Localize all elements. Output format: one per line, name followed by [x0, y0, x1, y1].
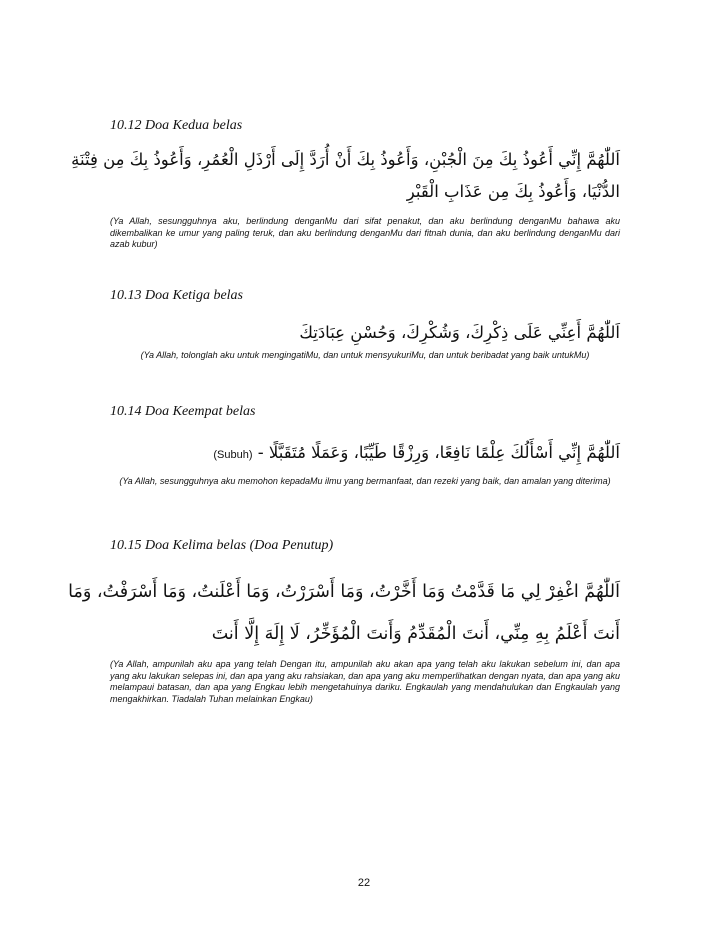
section-heading-10-15: 10.15 Doa Kelima belas (Doa Penutup)	[110, 538, 334, 553]
section-heading-10-13: 10.13 Doa Ketiga belas	[110, 288, 243, 303]
section-heading-10-14: 10.14 Doa Keempat belas	[110, 404, 256, 419]
arabic-line: اَللّٰهُمَّ إِنِّي أَعُوذُ بِكَ مِنَ الْجُبْنِ، وَأَعُوذُ بِكَ أَنْ أُرَدَّ إِلَى أَرْذَلِ الْعُمُرِ، وَأَعُوذُ بِكَ مِن فِتْنَةِ	[71, 150, 620, 169]
translation-text: (Ya Allah, sesungguhnya aku memohon kepadaMu ilmu yang bermanfaat, dan rezeki yang baik, dan amalan yang diterima)	[119, 476, 611, 486]
subuh-note: (Subuh)	[213, 449, 253, 461]
translation-text: (Ya Allah, sesungguhnya aku, berlindung denganMu dari sifat penakut, dan aku berlindung denganMu bahawa aku dikembalikan ke umur yang paling teruk, dan aku berlindung denganMu dari fitnah dunia, dan aku berlindung denganMu dari azab kubur)	[110, 216, 620, 249]
arabic-line: اَللّٰهُمَّ أَعِنِّي عَلَى ذِكْرِكَ، وَشُكْرِكَ، وَحُسْنِ عِبَادَتِكَ	[299, 323, 620, 342]
section-heading-10-12: 10.12 Doa Kedua belas	[110, 118, 243, 133]
translation-text: (Ya Allah, tolonglah aku untuk mengingatiMu, dan untuk mensyukuriMu, dan untuk beribadat yang baik untukMu)	[140, 350, 590, 360]
translation-text: (Ya Allah, ampunilah aku apa yang telah Dengan itu, ampunilah aku akan apa yang telah aku lakukan sebelum ini, dan apa yang aku lakukan selepas ini, dan apa yang aku rahsiakan, dan apa yang aku memperlihatkan dengan nyata, dan apa yang aku melampaui batasan, dan apa yang Engkau lebih mengetahuinya dariku. Engkaulah yang mendahulukan dan Engkaulah yang mengakhirkan. Tiadalah Tuhan melainkan Engkau)	[110, 659, 620, 704]
arabic-line: أَنتَ أَعْلَمُ بِهِ مِنِّي، أَنتَ الْمُقَدِّمُ وَأَنتَ الْمُؤَخِّرُ، لَا إِلَهَ إِلَّا أَنتَ	[211, 624, 620, 644]
arabic-line: الدُّنْيَا، وَأَعُوذُ بِكَ مِن عَذَابِ الْقَبْرِ	[406, 182, 620, 201]
arabic-line	[213, 443, 620, 465]
arabic-text: اَللّٰهُمَّ إِنِّي أَسْأَلُكَ عِلْمًا نَافِعًا، وَرِزْقًا طَيِّبًا، وَعَمَلًا مُتَقَبَّلًا -	[257, 443, 620, 462]
page-number: 22	[357, 877, 371, 889]
arabic-line: اَللّٰهُمَّ اغْفِرْ لِي مَا قَدَّمْتُ وَمَا أَخَّرْتُ، وَمَا أَسْرَرْتُ، وَمَا أَعْلَنتُ، وَمَا أَسْرَفْتُ، وَمَا	[68, 582, 620, 602]
